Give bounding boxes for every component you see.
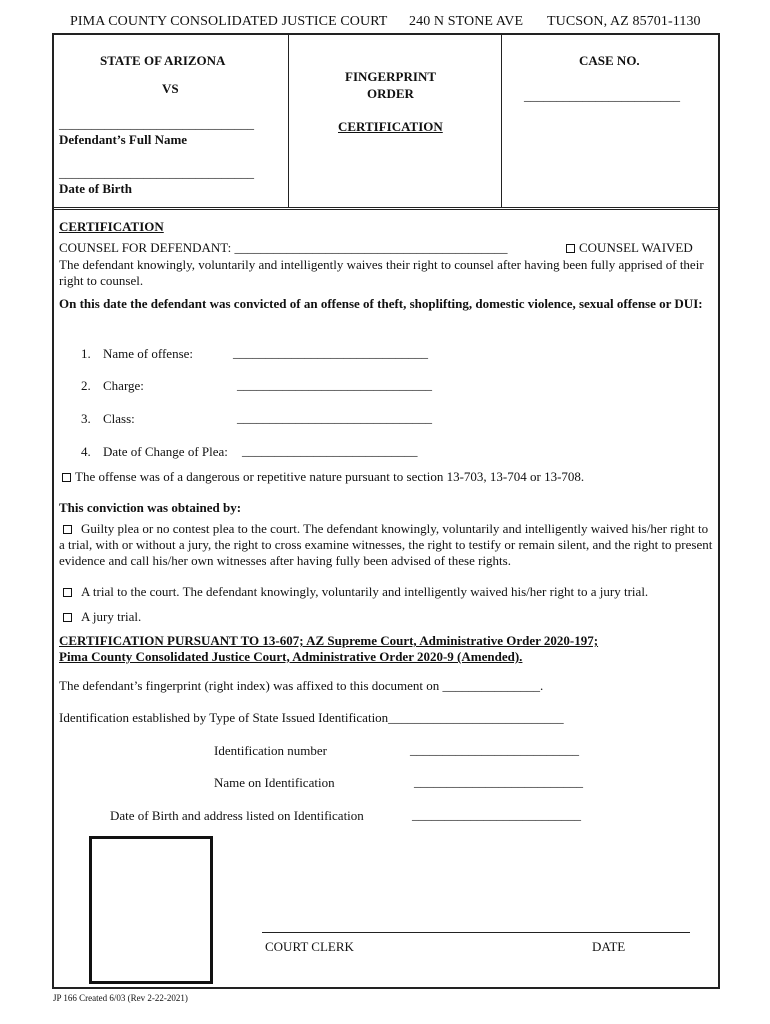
fingerprint-box [89,836,213,984]
defendant-name-label: Defendant’s Full Name [59,132,188,147]
charge-field[interactable]: ______________________________ [237,377,432,392]
plea-date-field[interactable]: ___________________________ [242,443,418,458]
clerk-signature-line[interactable] [262,932,690,933]
id-dob-address-field[interactable]: __________________________ [412,807,581,822]
class-label: Class: [103,411,135,426]
jury-trial-option[interactable] [63,609,141,625]
court-name: PIMA COUNTY CONSOLIDATED JUSTICE COURT [70,14,388,29]
date-label: DATE [592,939,626,954]
id-dob-address-label: Date of Birth and address listed on Identification [110,808,364,823]
item-4-number: 4. [81,444,91,459]
dob-field[interactable]: ______________________________ [59,165,254,180]
guilty-plea-option[interactable] [59,521,717,569]
court-trial-option[interactable] [63,584,648,600]
dangerous-offense-checkbox[interactable] [62,473,71,482]
guilty-plea-text: Guilty plea or no contest plea to the court. The defendant knowingly, voluntarily and intelligently waived his/her right to a trial, with or without a jury, the right to cross examine witnesses, the right to testify or remain silent, and the right to present evidence and call his/her own witnesses after having fully been advised of these rights. [59,521,713,568]
caption-divider-1 [288,35,289,207]
certification-heading: CERTIFICATION [59,219,164,234]
court-address: 240 N STONE AVE [409,14,524,29]
item-3-number: 3. [81,411,91,426]
form-subtitle: CERTIFICATION [338,119,443,134]
court-city: TUCSON, AZ 85701-1130 [547,14,701,29]
guilty-plea-checkbox[interactable] [63,525,72,534]
item-1-number: 1. [81,346,91,361]
form-title-line2: ORDER [367,86,414,101]
conviction-statement: On this date the defendant was convicted of an offense of theft, shoplifting, domestic violence, sexual offense or DUI: [59,296,703,311]
counsel-waived-checkbox[interactable] [566,244,575,253]
charge-label: Charge: [103,378,144,393]
offense-name-field[interactable]: ______________________________ [233,345,428,360]
fingerprint-heading-2: Pima County Consolidated Justice Court, Administrative Order 2020-9 (Amended). [59,649,523,664]
id-number-label: Identification number [214,743,327,758]
court-clerk-label: COURT CLERK [265,939,354,954]
offense-name-label: Name of offense: [103,346,194,361]
counsel-waived-label: COUNSEL WAIVED [579,240,693,255]
form-title-line1: FINGERPRINT [345,69,437,84]
form-id-footer: JP 166 Created 6/03 (Rev 2-22-2021) [53,993,188,1003]
case-no-field[interactable]: ________________________ [524,88,680,103]
id-number-field[interactable]: __________________________ [410,742,579,757]
defendant-name-field[interactable]: ______________________________ [59,116,254,131]
counsel-waived-option[interactable] [566,240,693,256]
waiver-text: The defendant knowingly, voluntarily and intelligently waives their right to counsel after having been fully apprised of their right to counsel. [59,257,704,288]
id-type-text: Identification established by Type of State Issued Identification___________________________ [59,710,564,725]
dangerous-offense-option[interactable] [62,469,584,485]
caption-divider-2 [501,35,502,207]
jury-trial-text: A jury trial. [81,609,142,624]
id-name-label: Name on Identification [214,775,335,790]
counsel-for-defendant-field[interactable]: COUNSEL FOR DEFENDANT: __________________________________________ [59,240,508,255]
id-name-field[interactable]: __________________________ [414,774,583,789]
court-trial-text: A trial to the court. The defendant knowingly, voluntarily and intelligently waived his/her right to a jury trial. [81,584,649,599]
fingerprint-affixed-text: The defendant’s fingerprint (right index) was affixed to this document on _______________. [59,678,544,693]
jury-trial-checkbox[interactable] [63,613,72,622]
case-no-label: CASE NO. [579,53,640,68]
dangerous-offense-text: The offense was of a dangerous or repetitive nature pursuant to section 13-703, 13-704 or 13-708. [75,469,585,484]
court-trial-checkbox[interactable] [63,588,72,597]
item-2-number: 2. [81,378,91,393]
vs-label: VS [162,81,179,96]
state-label: STATE OF ARIZONA [100,53,226,68]
obtained-by-heading: This conviction was obtained by: [59,500,242,515]
dob-label: Date of Birth [59,181,132,196]
plea-date-label: Date of Change of Plea: [103,444,228,459]
class-field[interactable]: ______________________________ [237,410,432,425]
fingerprint-heading-1: CERTIFICATION PURSUANT TO 13-607; AZ Supreme Court, Administrative Order 2020-197; [59,633,599,648]
